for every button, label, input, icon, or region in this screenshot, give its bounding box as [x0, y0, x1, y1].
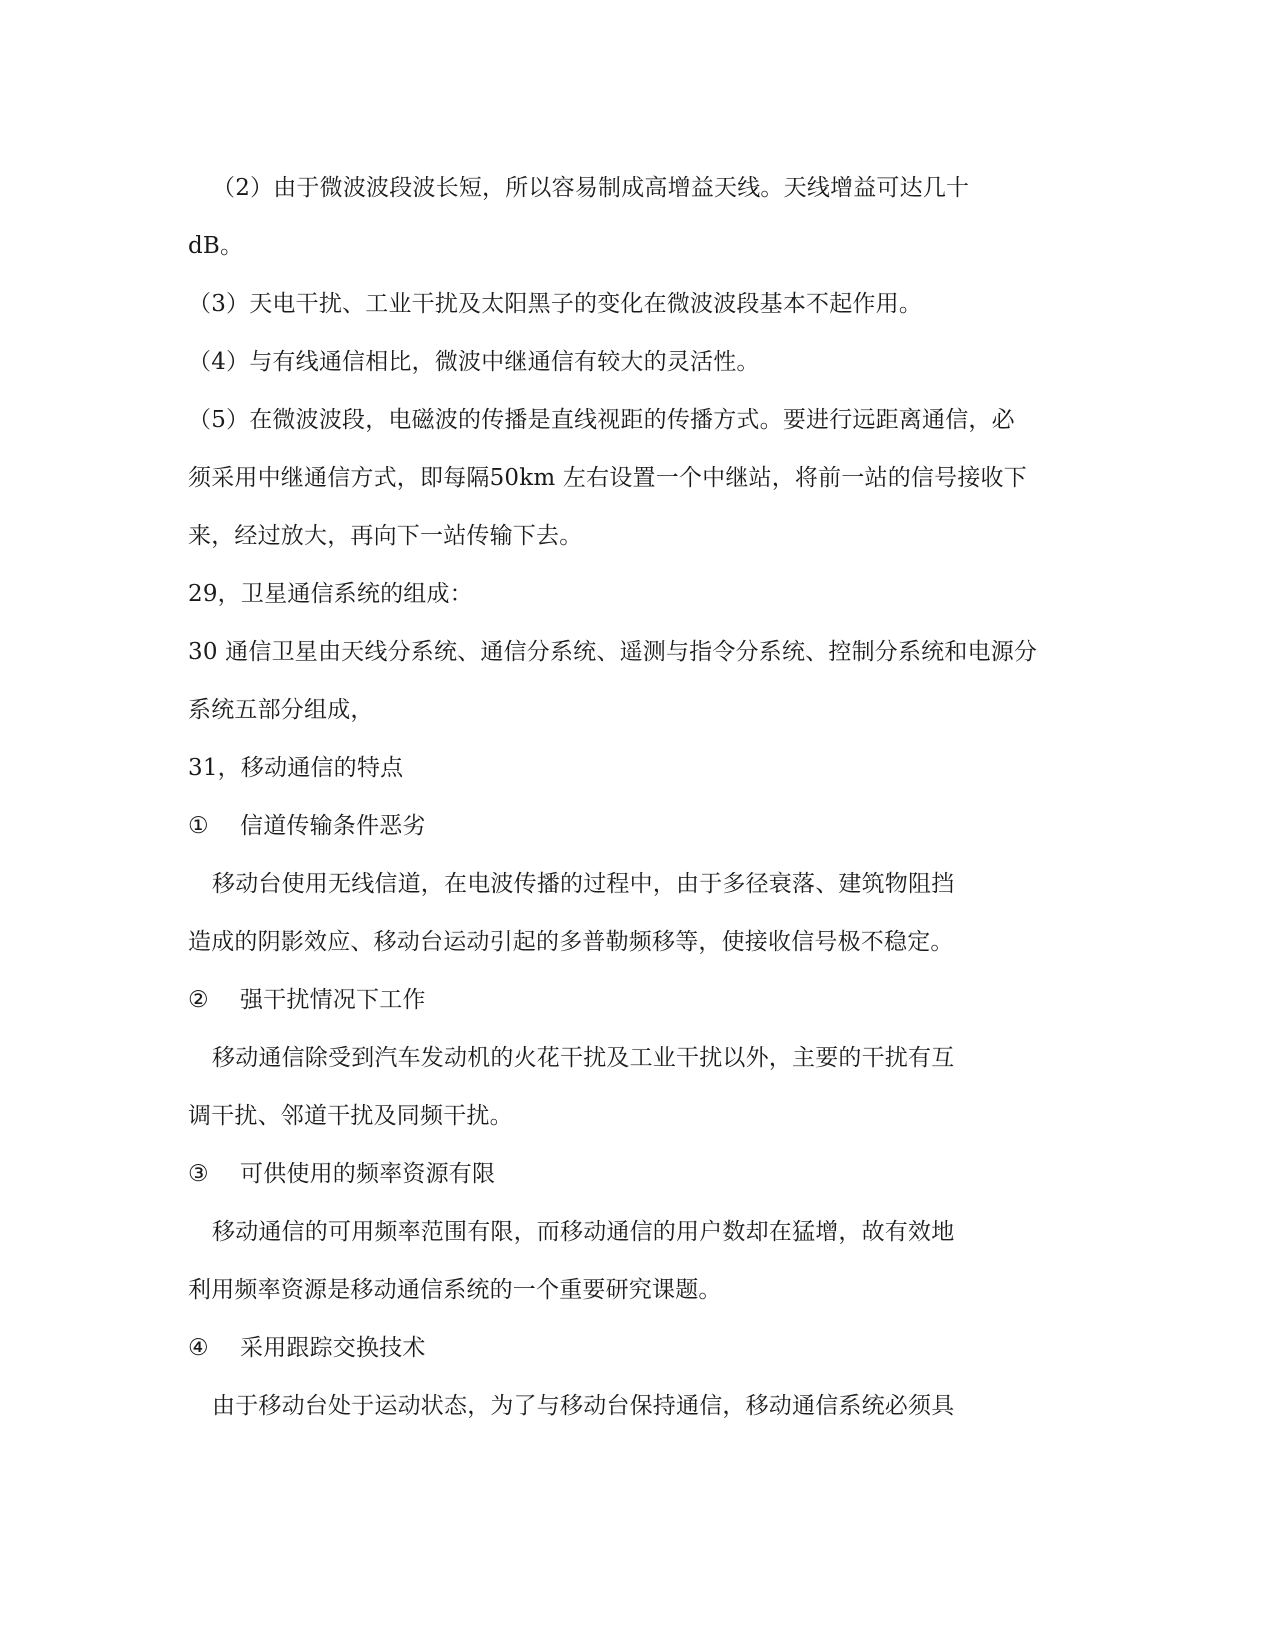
paragraph-line: 30 通信卫星由天线分系统、通信分系统、遥测与指令分系统、控制分系统和电源分 — [188, 639, 1038, 665]
paragraph-line: 须采用中继通信方式，即每隔50km 左右设置一个中继站，将前一站的信号接收下 — [188, 465, 1027, 491]
list-marker: ③ — [188, 1161, 209, 1187]
paragraph-line: 移动台使用无线信道，在电波传播的过程中，由于多径衰落、建筑物阻挡 — [212, 871, 955, 897]
paragraph-line: （5）在微波波段，电磁波的传播是直线视距的传播方式。要进行远距离通信，必 — [188, 407, 1015, 433]
list-item-heading — [188, 1333, 426, 1363]
list-marker: ④ — [188, 1335, 209, 1361]
paragraph-line: （2）由于微波波段波长短，所以容易制成高增益天线。天线增益可达几十 — [212, 175, 970, 201]
list-item-heading — [188, 811, 426, 841]
paragraph-line: （4）与有线通信相比，微波中继通信有较大的灵活性。 — [188, 349, 760, 375]
paragraph-line: 移动通信的可用频率范围有限，而移动通信的用户数却在猛增，故有效地 — [212, 1219, 955, 1245]
paragraph-line: 利用频率资源是移动通信系统的一个重要研究课题。 — [188, 1277, 722, 1303]
paragraph-line: 造成的阴影效应、移动台运动引起的多普勒频移等，使接收信号极不稳定。 — [188, 929, 954, 955]
list-item-title: 可供使用的频率资源有限 — [240, 1161, 496, 1187]
list-item-title: 采用跟踪交换技术 — [240, 1335, 426, 1361]
list-item-heading — [188, 985, 426, 1015]
paragraph-line: （3）天电干扰、工业干扰及太阳黑子的变化在微波波段基本不起作用。 — [188, 291, 923, 317]
paragraph-line: 系统五部分组成， — [188, 697, 374, 723]
list-item-title: 强干扰情况下工作 — [240, 987, 426, 1013]
paragraph-line: 由于移动台处于运动状态，为了与移动台保持通信，移动通信系统必须具 — [212, 1393, 955, 1419]
paragraph-line: dB。 — [188, 233, 244, 259]
paragraph-line: 移动通信除受到汽车发动机的火花干扰及工业干扰以外，主要的干扰有互 — [212, 1045, 955, 1071]
list-item-title: 信道传输条件恶劣 — [240, 813, 426, 839]
paragraph-line: 调干扰、邻道干扰及同频干扰。 — [188, 1103, 513, 1129]
list-marker: ② — [188, 987, 209, 1013]
list-item-heading — [188, 1159, 495, 1189]
section-heading: 31，移动通信的特点 — [188, 755, 404, 781]
list-marker: ① — [188, 813, 209, 839]
paragraph-line: 来，经过放大，再向下一站传输下去。 — [188, 523, 583, 549]
section-heading: 29，卫星通信系统的组成： — [188, 581, 473, 607]
